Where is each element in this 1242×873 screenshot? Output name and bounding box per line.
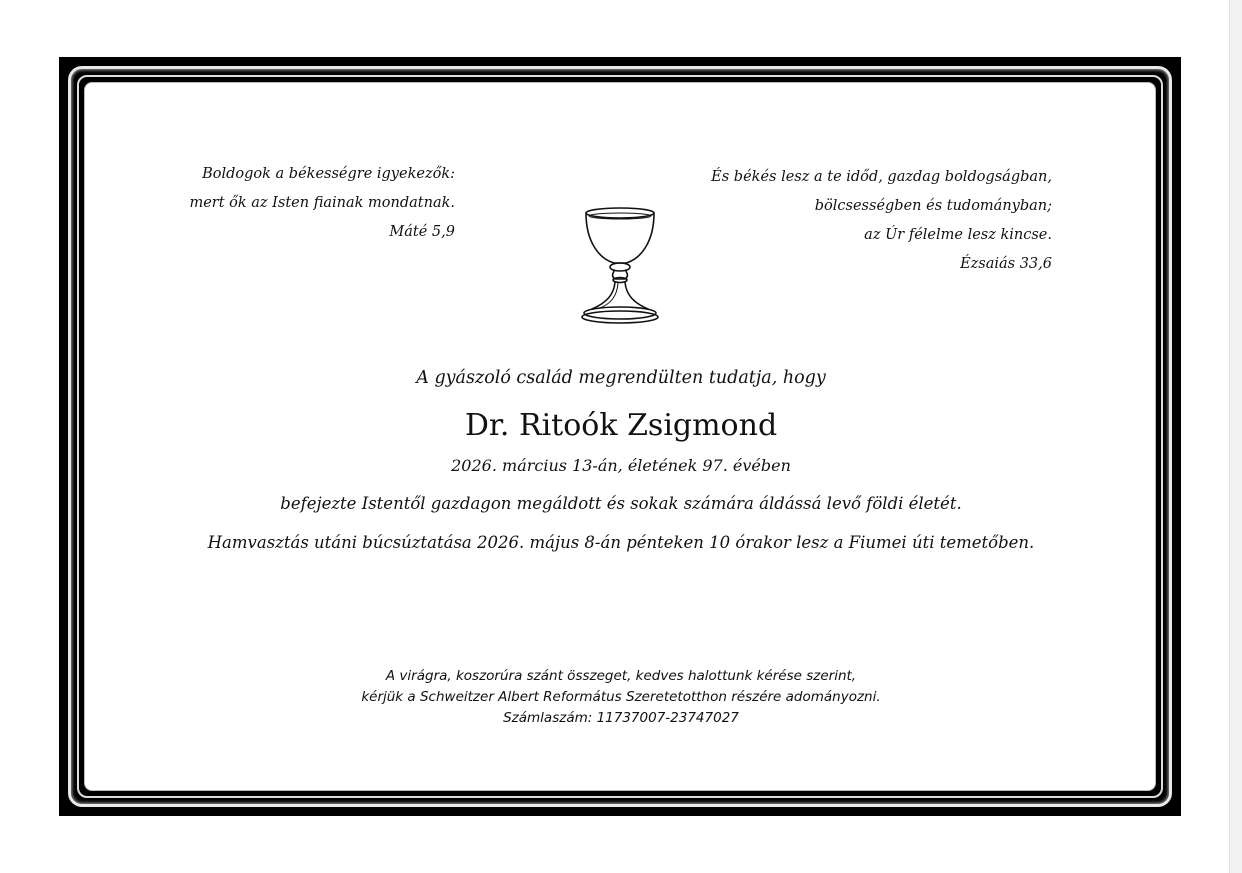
- bible-quote-left: [0, 160, 455, 247]
- donation-note: [0, 666, 1242, 729]
- quote-right-line: És békés lesz a te időd, gazdag boldogságban,: [711, 169, 1052, 185]
- intro-text: A gyászoló család megrendülten tudatja, hogy: [416, 368, 826, 388]
- quote-right-line: bölcsességben és tudományban;: [814, 198, 1052, 214]
- donation-line: kérjük a Schweitzer Albert Református Szeretetotthon részére adományozni.: [361, 689, 881, 705]
- quote-right-line: az Úr félelme lesz kincse.: [864, 227, 1052, 243]
- quote-right-reference: Ézsaiás 33,6: [960, 256, 1052, 272]
- quote-left-line: Boldogok a békességre igyekezők:: [202, 166, 455, 182]
- funeral-info: Hamvasztás utáni búcsúztatása 2026. május 8-án pénteken 10 órakor lesz a Fiumei úti temetőben.: [207, 533, 1035, 552]
- date-of-death: 2026. március 13-án, életének 97. évében: [451, 456, 791, 475]
- quote-left-line: mert ők az Isten fiainak mondatnak.: [189, 195, 455, 211]
- quote-left-reference: Máté 5,9: [389, 224, 455, 240]
- deceased-name: Dr. Ritoók Zsigmond: [464, 408, 778, 443]
- account-number: Számlaszám: 11737007-23747027: [503, 710, 739, 726]
- bible-quote-right: [711, 163, 1052, 279]
- chalice-icon: [580, 203, 660, 325]
- life-sentence: befejezte Istentől gazdagon megáldott és sokak számára áldássá levő földi életét.: [280, 494, 962, 513]
- donation-line: A virágra, koszorúra szánt összeget, kedves halottunk kérése szerint,: [385, 668, 857, 684]
